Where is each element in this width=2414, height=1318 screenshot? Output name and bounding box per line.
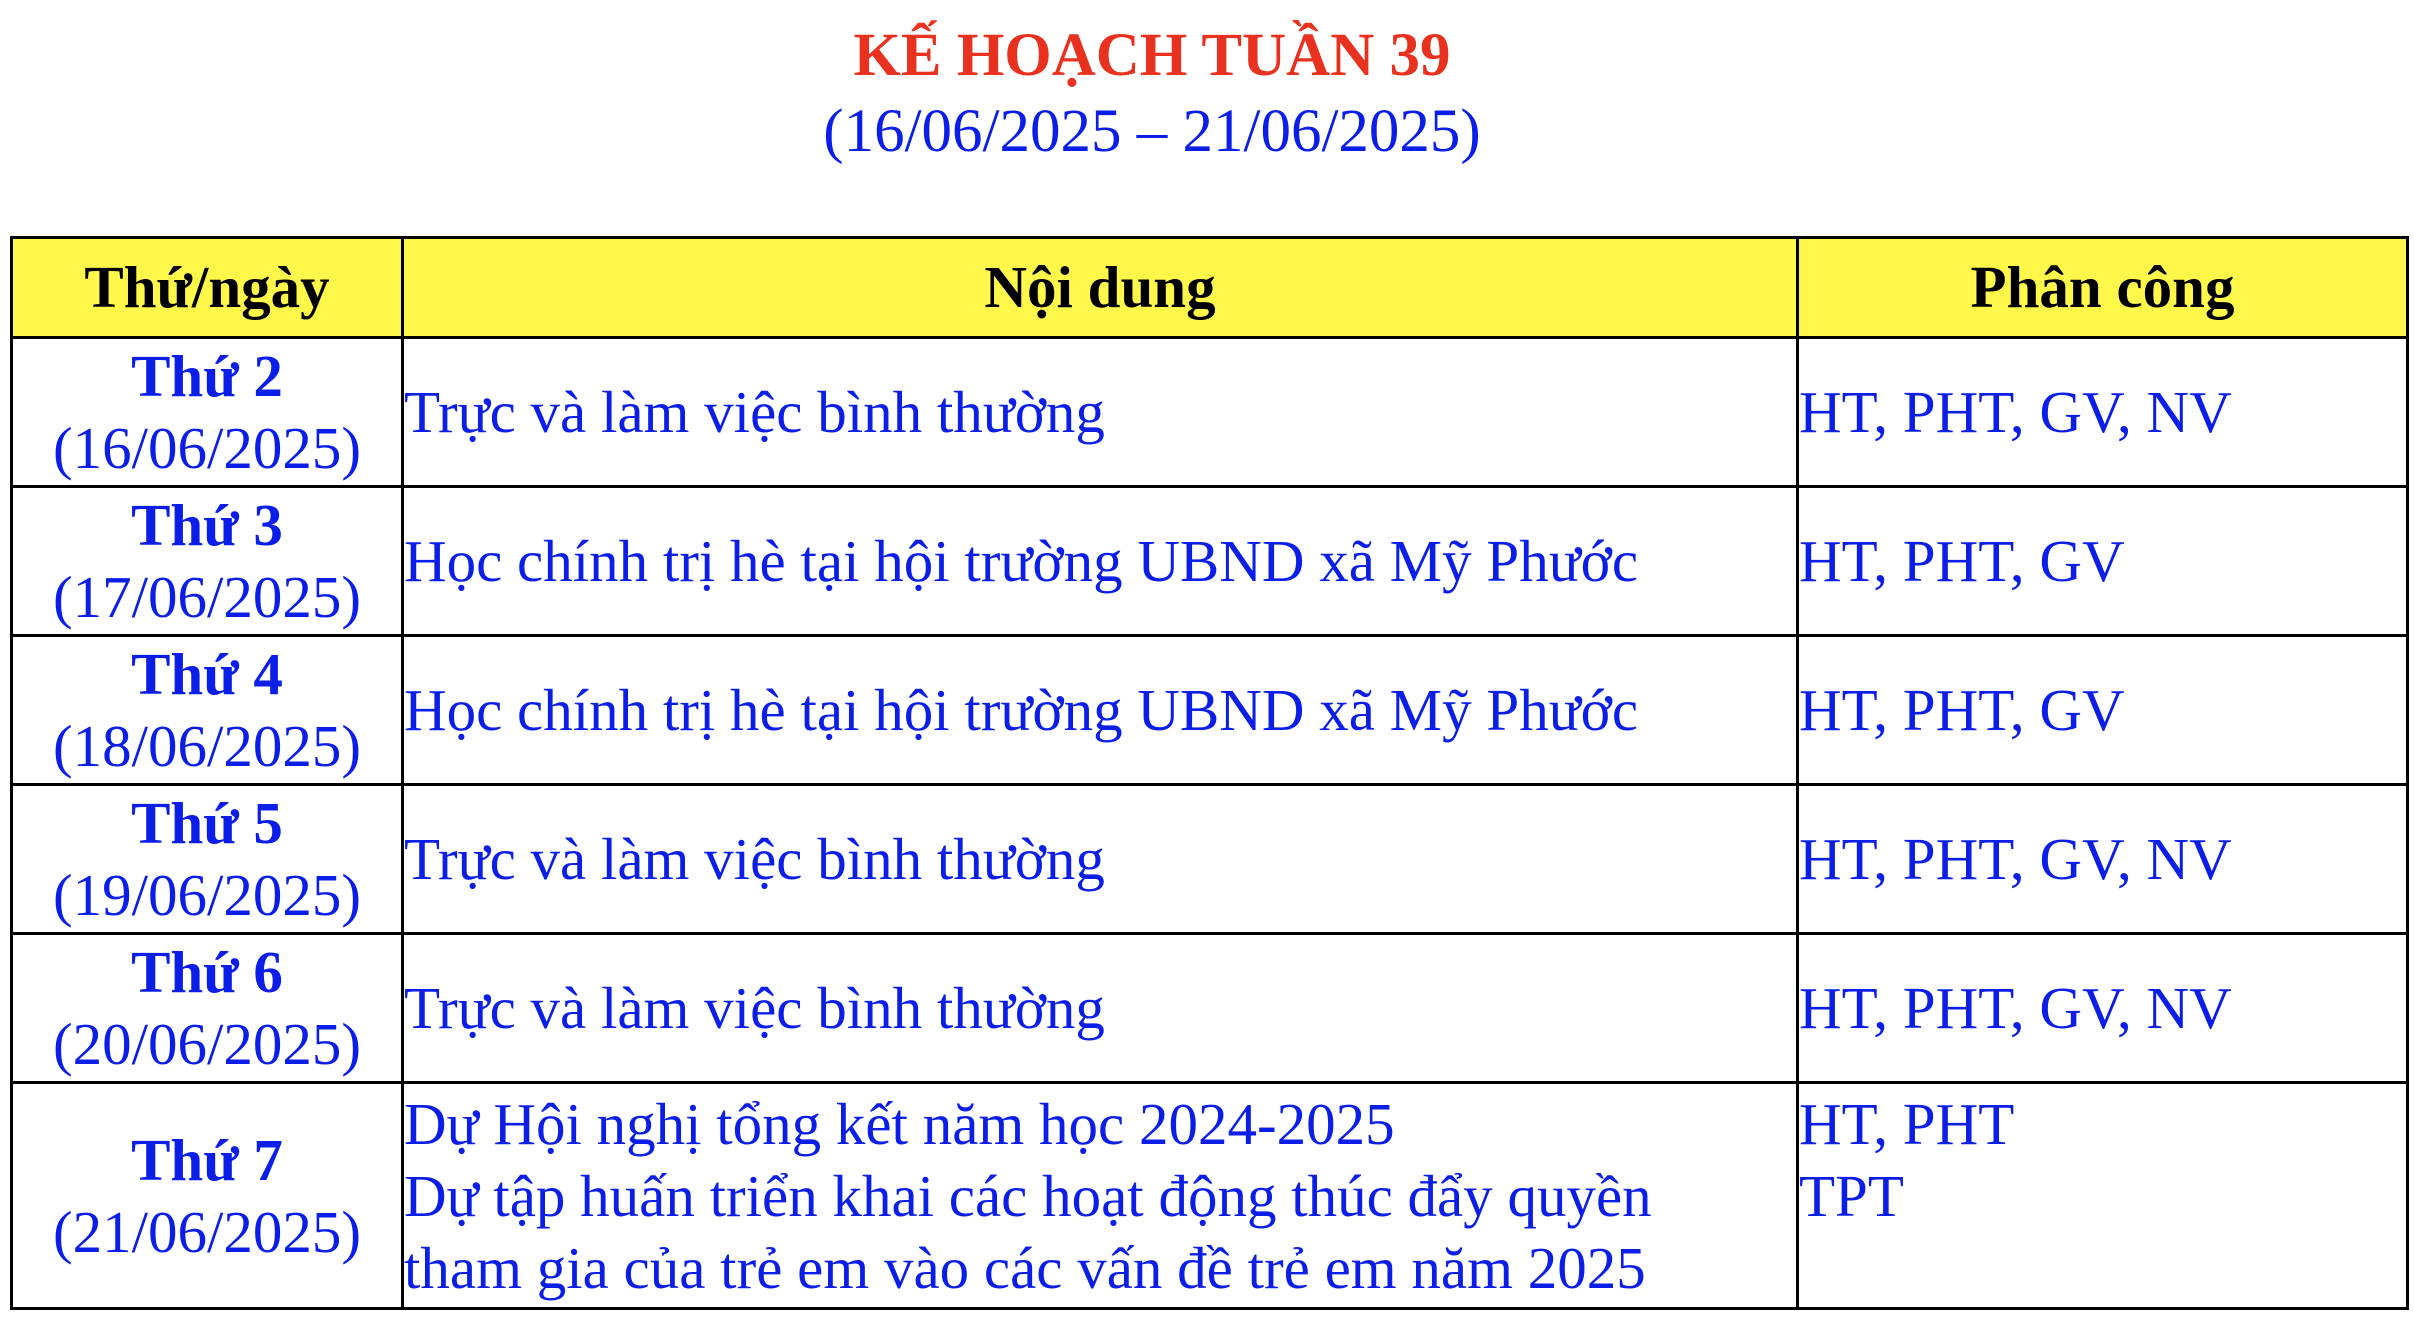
content-line: tham gia của trẻ em vào các vấn đề trẻ em năm 2025 (404, 1235, 1646, 1301)
assign-line: HT, PHT, GV (1799, 528, 2125, 594)
day-cell (12, 934, 403, 1083)
content-cell (403, 338, 1798, 487)
assign-cell (1798, 785, 2408, 934)
content-cell (403, 785, 1798, 934)
day-cell (12, 487, 403, 636)
day-name: Thứ 3 (131, 492, 283, 558)
assign-line: TPT (1799, 1163, 1904, 1229)
assign-cell (1798, 338, 2408, 487)
column-header-day: Thứ/ngày (12, 238, 403, 338)
column-header-assign: Phân công (1798, 238, 2408, 338)
day-cell (12, 338, 403, 487)
assign-line: HT, PHT, GV, NV (1799, 379, 2232, 445)
content-line: Trực và làm việc bình thường (404, 975, 1105, 1041)
table-row (12, 636, 2408, 785)
table-header-row (12, 238, 2408, 338)
table-row (12, 338, 2408, 487)
day-date: (21/06/2025) (52, 1198, 362, 1265)
content-line: Trực và làm việc bình thường (404, 826, 1105, 892)
table-row (12, 785, 2408, 934)
column-header-content: Nội dung (403, 238, 1798, 338)
day-date: (19/06/2025) (52, 862, 362, 928)
content-line: Học chính trị hè tại hội trường UBND xã Mỹ Phước (404, 677, 1639, 743)
assign-cell (1798, 934, 2408, 1083)
table-row (12, 1083, 2408, 1309)
content-line: Dự Hội nghị tổng kết năm học 2024-2025 (404, 1091, 1395, 1157)
assign-line: HT, PHT, GV, NV (1799, 826, 2232, 892)
table-row (12, 934, 2408, 1083)
weekly-plan-table (10, 236, 2409, 1310)
table-row (12, 487, 2408, 636)
day-date: (16/06/2025) (52, 415, 362, 481)
day-name: Thứ 4 (131, 641, 283, 707)
content-line: Học chính trị hè tại hội trường UBND xã Mỹ Phước (404, 528, 1639, 594)
day-cell (12, 785, 403, 934)
day-date: (17/06/2025) (52, 564, 362, 630)
day-cell (12, 636, 403, 785)
assign-cell (1798, 636, 2408, 785)
assign-line: HT, PHT, GV, NV (1799, 975, 2232, 1041)
content-line: Dự tập huấn triển khai các hoạt động thúc đẩy quyền (404, 1163, 1652, 1229)
day-date: (20/06/2025) (52, 1011, 362, 1077)
document-title: KẾ HOẠCH TUẦN 39 (853, 22, 1451, 89)
content-cell (403, 1083, 1798, 1309)
day-cell (12, 1083, 403, 1309)
assign-cell (1798, 487, 2408, 636)
table-body (12, 338, 2408, 1309)
content-cell (403, 487, 1798, 636)
assign-cell (1798, 1083, 2408, 1309)
assign-line: HT, PHT (1799, 1091, 2015, 1157)
date-range-subtitle: (16/06/2025 – 21/06/2025) (823, 98, 1481, 165)
content-line: Trực và làm việc bình thường (404, 379, 1105, 445)
day-name: Thứ 7 (131, 1126, 283, 1193)
content-cell (403, 636, 1798, 785)
day-date: (18/06/2025) (52, 713, 362, 779)
content-cell (403, 934, 1798, 1083)
day-name: Thứ 2 (131, 343, 283, 409)
day-name: Thứ 5 (131, 790, 283, 856)
assign-line: HT, PHT, GV (1799, 677, 2125, 743)
day-name: Thứ 6 (131, 939, 283, 1005)
